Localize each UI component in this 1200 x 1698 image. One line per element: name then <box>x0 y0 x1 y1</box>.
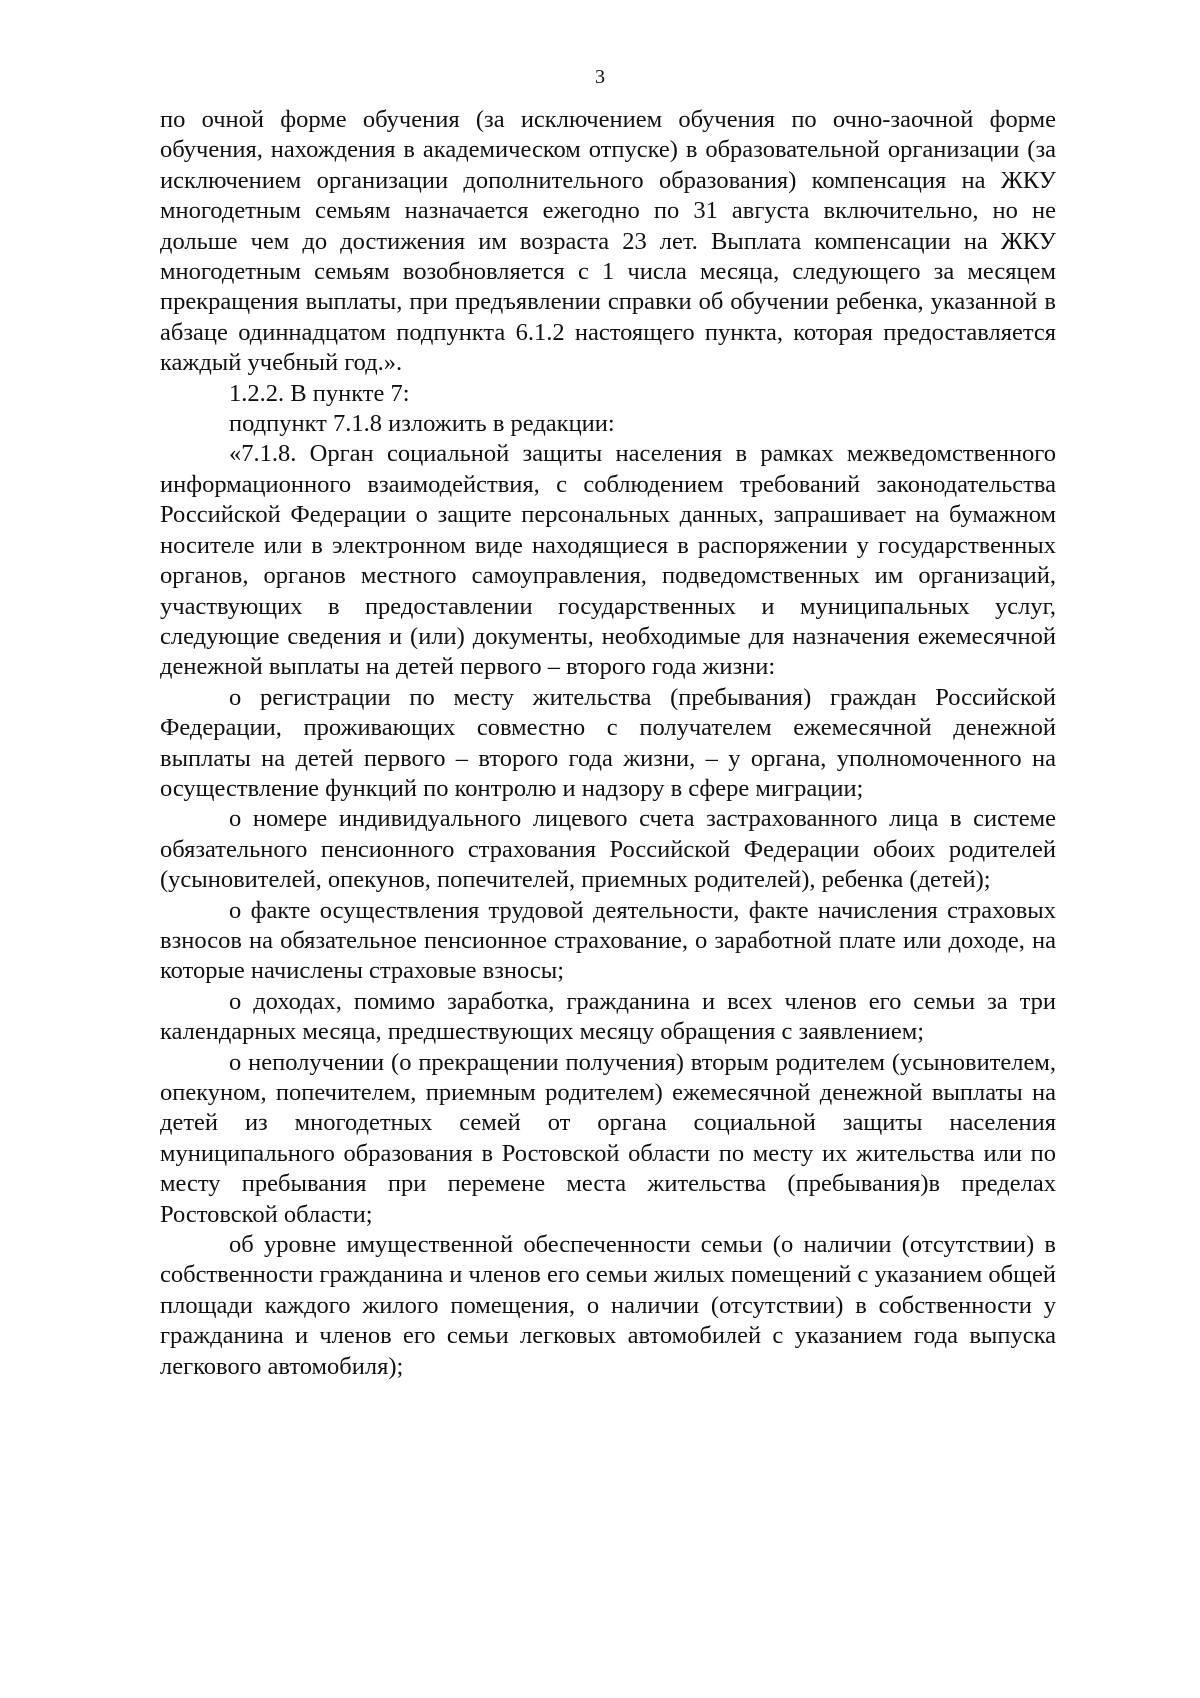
paragraph-subclause-7-1-8-intro: подпункт 7.1.8 изложить в редакции: <box>229 410 615 438</box>
paragraph-clause-7-1-8: «7.1.8. Орган социальной защиты населения в рамках межведомственного информационного взаимодействия, с соблюдением требований законодательства Российской Федерации о защите персональных данных, запрашивает на бумажном носителе или в электронном виде находящиеся в распоряжении у государственных органов, органов местного самоуправления, подведомственных им организаций, участвующих в предоставлении государственных и муниципальных услуг, следующие сведения и (или) документы, необходимые для назначения ежемесячной денежной выплаты на детей первого – второго года жизни: <box>160 440 1056 681</box>
page-number: 3 <box>595 66 605 88</box>
paragraph-non-receipt: о неполучении (о прекращении получения) вторым родителем (усыновителем, опекуном, попечителем, приемным родителем) ежемесячной денежной выплаты на детей из многодетных семей от органа социальной защиты населения муниципального образования в Ростовской области по месту их жительства или по месту пребывания при перемене места жительства (пребывания)в пределах Ростовской области; <box>160 1048 1056 1228</box>
paragraph-pension-account: о номере индивидуального лицевого счета застрахованного лица в системе обязательного пенсионного страхования Российской Федерации обоих родителей (усыновителей, опекунов, попечителей, приемных родителей), ребенка (детей); <box>160 805 1056 894</box>
paragraph-employment-facts: о факте осуществления трудовой деятельности, факте начисления страховых взносов на обязательное пенсионное страхование, о заработной плате или доходе, на которые начислены страховые взносы; <box>160 896 1056 985</box>
document-body <box>160 105 1056 1382</box>
paragraph-compensation-continuation: по очной форме обучения (за исключением обучения по очно-заочной форме обучения, нахождения в академическом отпуске) в образовательной организации (за исключением организации дополнительного образования) компенсация на ЖКУ многодетным семьям назначается ежегодно по 31 августа включительно, но не дольше чем до достижения им возраста 23 лет. Выплата компенсации на ЖКУ многодетным семьям возобновляется с 1 числа месяца, следующего за месяцем прекращения выплаты, при предъявлении справки об обучении ребенка, указанной в абзаце одиннадцатом подпункта 6.1.2 настоящего пункта, которая предоставляется каждый учебный год.». <box>160 106 1056 377</box>
paragraph-property-level: об уровне имущественной обеспеченности семьи (о наличии (отсутствии) в собственности гражданина и членов его семьи жилых помещений с указанием общей площади каждого жилого помещения, о наличии (отсутствии) в собственности у гражданина и членов его семьи легковых автомобилей с указанием года выпуска легкового автомобиля); <box>160 1231 1056 1380</box>
paragraph-clause-1-2-2: 1.2.2. В пункте 7: <box>229 379 410 407</box>
paragraph-registration-info: о регистрации по месту жительства (пребывания) граждан Российской Федерации, проживающих совместно с получателем ежемесячной денежной выплаты на детей первого – второго года жизни, – у органа, уполномоченного на осуществление функций по контролю и надзору в сфере миграции; <box>160 683 1056 802</box>
paragraph-income: о доходах, помимо заработка, гражданина и всех членов его семьи за три календарных месяца, предшествующих месяцу обращения с заявлением; <box>160 987 1056 1046</box>
